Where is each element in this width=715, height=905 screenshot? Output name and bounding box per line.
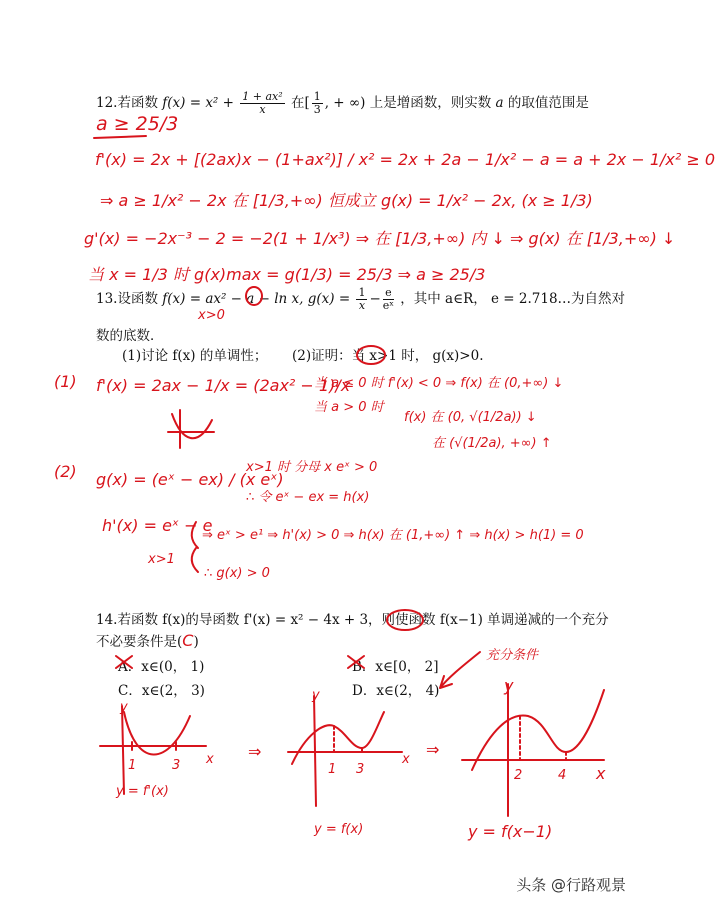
q14-cross-b xyxy=(348,656,364,668)
q14-graph3-dashes xyxy=(520,716,566,760)
q12-answer-underline xyxy=(94,136,146,138)
q12-function: f(x) = x² + xyxy=(162,95,234,111)
q14-graph2-y: y xyxy=(312,688,320,703)
q13-stem-c: 数的底数． xyxy=(96,328,164,344)
q14-graph2-label: y = f(x) xyxy=(314,822,364,837)
q13-gx-f1-den: x xyxy=(358,299,366,312)
q13-work2-denominator: x>1 时 分母 x eˣ > 0 xyxy=(246,460,378,475)
q13-work1-inc: 在 (√(1/2a), +∞) ↑ xyxy=(432,436,552,451)
q13-sketch-curve xyxy=(172,414,212,438)
q14-graph3-x: x xyxy=(596,764,606,783)
q13-stem: 13.设函数 f(x) = ax² − a − ln x, g(x) = $\frac{1}{x}$ − $\frac{e}{\text{eˣ}}$ ，其中 a∈R， e = 2.718…为自然对 xyxy=(96,286,626,312)
q13-gx-f2-num: e xyxy=(383,287,394,300)
q13-work2-conclusion: ∴ g(x) > 0 xyxy=(204,566,270,581)
q12-stem-c: 上是增函数，则实数 xyxy=(369,95,492,111)
q13-part1: (1)讨论 f(x) 的单调性； xyxy=(122,348,268,364)
q14-arrow1: ⇒ xyxy=(248,742,262,761)
q12-var: a xyxy=(495,95,504,111)
q12-interval-num: 1 xyxy=(313,90,321,103)
q14-graph3-tick4: 4 xyxy=(558,768,567,783)
q14-graph1-tick3: 3 xyxy=(172,758,181,773)
q12-answer-hand: a ≥ 25/3 xyxy=(96,113,179,135)
q14-answer-hand: C xyxy=(182,631,194,650)
watermark: 头条 @行路观景 xyxy=(516,876,626,894)
q13-fx: f(x) = ax² − a − ln x, xyxy=(162,291,304,307)
q12-work-line-1: f'(x) = 2x + [(2ax)x − (1+ax²)] / x² = 2x + 2a − 1/x² − a = a + 2x − 1/x² ≥ 0 xyxy=(95,150,715,169)
q14-graph3-tick2: 2 xyxy=(514,768,523,783)
q14-stem-b-text: 不必要条件是( xyxy=(96,634,183,650)
q13-work1-case-b: 当 a > 0 时 xyxy=(314,400,384,415)
q14-graph2-tick1: 1 xyxy=(328,762,337,777)
q14-graph1-x: x xyxy=(206,752,214,767)
q13-domain-hand: x>0 xyxy=(198,308,225,323)
q12-stem-a: 12.若函数 xyxy=(96,95,158,111)
q14-graph2-tick3: 3 xyxy=(356,762,365,777)
q13-stem-a: 13.设函数 xyxy=(96,291,158,307)
q13-work1-dec: f(x) 在 (0, √(1/2a)) ↓ xyxy=(404,410,537,425)
q13-stem-b: ，其中 a∈R， e = 2.718…为自然对 xyxy=(400,291,626,307)
q12-interval-den: 3 xyxy=(313,103,321,116)
q14-note-hand: 充分条件 xyxy=(486,648,539,663)
q14-graph2-curve xyxy=(292,712,384,764)
q13-gx: g(x) = xyxy=(307,291,351,307)
q14-option-a: A．x∈(0， 1) xyxy=(118,659,205,675)
q13-work2-gx: g(x) = (eˣ − ex) / (x eˣ) xyxy=(96,470,284,489)
q12-work-line-4: 当 x = 1/3 时 g(x)max = g(1/3) = 25/3 ⇒ a ≥ 25/3 xyxy=(88,265,486,284)
q14-graph1-curve xyxy=(124,712,190,755)
q13-work2-let: ∴ 令 eˣ − ex = h(x) xyxy=(246,490,370,505)
q14-graph3-y: y xyxy=(504,676,514,695)
q13-brace xyxy=(192,522,198,572)
q14-option-c: C．x∈(2， 3) xyxy=(118,683,205,699)
q14-graph1-y: y xyxy=(120,700,128,715)
q12-interval-tail: , + ∞ xyxy=(324,95,361,111)
q13-work1-derivative: f'(x) = 2ax − 1/x = (2ax² − 1)/x xyxy=(96,376,351,395)
q13-circle-lnx xyxy=(246,287,262,305)
q14-graph1-y-axis xyxy=(122,706,124,794)
q13-work2-cond: x>1 xyxy=(148,552,175,567)
q13-gx-f1-num: 1 xyxy=(358,286,366,299)
q12-stem-d: 的取值范围是 xyxy=(507,95,589,111)
q12-stem: 12.若函数 f(x) = x² + $\frac{\text{1 + ax²}}{x}$ 在[ $\frac{1}{3}$ , + ∞) 上是增函数，则实数 a 的取值范围是 xyxy=(96,90,589,116)
q14-option-b: B．x∈[0， 2] xyxy=(352,659,439,675)
q14-graph1-label: y = f'(x) xyxy=(116,784,169,799)
q13-work2-label: (2) xyxy=(54,462,77,481)
q14-option-d: D．x∈(2， 4) xyxy=(352,683,440,699)
q14-graph2-x: x xyxy=(402,752,410,767)
q12-work-line-3: g'(x) = −2x⁻³ − 2 = −2(1 + 1/x³) ⇒ 在 [1/3,+∞) 内 ↓ ⇒ g(x) 在 [1/3,+∞) ↓ xyxy=(84,229,676,248)
q14-circle-fx1 xyxy=(387,610,423,630)
q14-cross-a xyxy=(116,656,132,668)
q13-work1-label: (1) xyxy=(54,372,77,391)
q14-graph3-label: y = f(x−1) xyxy=(468,822,553,841)
q13-gx-f2-den: eˣ xyxy=(382,299,394,312)
q13-work1-case-a: 当 a ≤ 0 时 f'(x) < 0 ⇒ f(x) 在 (0,+∞) ↓ xyxy=(314,376,564,391)
q14-arrow2: ⇒ xyxy=(426,740,440,759)
q13-work2-hprime: h'(x) = eˣ − e xyxy=(102,516,213,535)
q13-part2: (2)证明：当 x>1 时， g(x)>0. xyxy=(292,348,484,364)
q14-graph3-curve xyxy=(472,690,604,770)
q14-stem-close: ) xyxy=(193,634,199,650)
q12-work-line-2: ⇒ a ≥ 1/x² − 2x 在 [1/3,+∞) 恒成立 g(x) = 1/x² − 2x, (x ≥ 1/3) xyxy=(100,191,593,210)
q12-frac-den: x xyxy=(259,103,266,116)
q14-graph1-tick1: 1 xyxy=(128,758,137,773)
q13-circle-x-gt-1 xyxy=(357,346,385,364)
q12-stem-b: 在 xyxy=(290,95,305,111)
q14-note-arrow xyxy=(440,652,480,688)
q13-work2-chain: ⇒ eˣ > e¹ ⇒ h'(x) > 0 ⇒ h(x) 在 (1,+∞) ↑ ⇒ h(x) > h(1) = 0 xyxy=(202,528,584,543)
q12-frac-num: 1 + ax² xyxy=(242,90,283,103)
q14-stem-a: 14.若函数 f(x)的导函数 f'(x) = x² − 4x + 3，则使函数 f(x−1) 单调递减的一个充分 xyxy=(96,612,609,628)
